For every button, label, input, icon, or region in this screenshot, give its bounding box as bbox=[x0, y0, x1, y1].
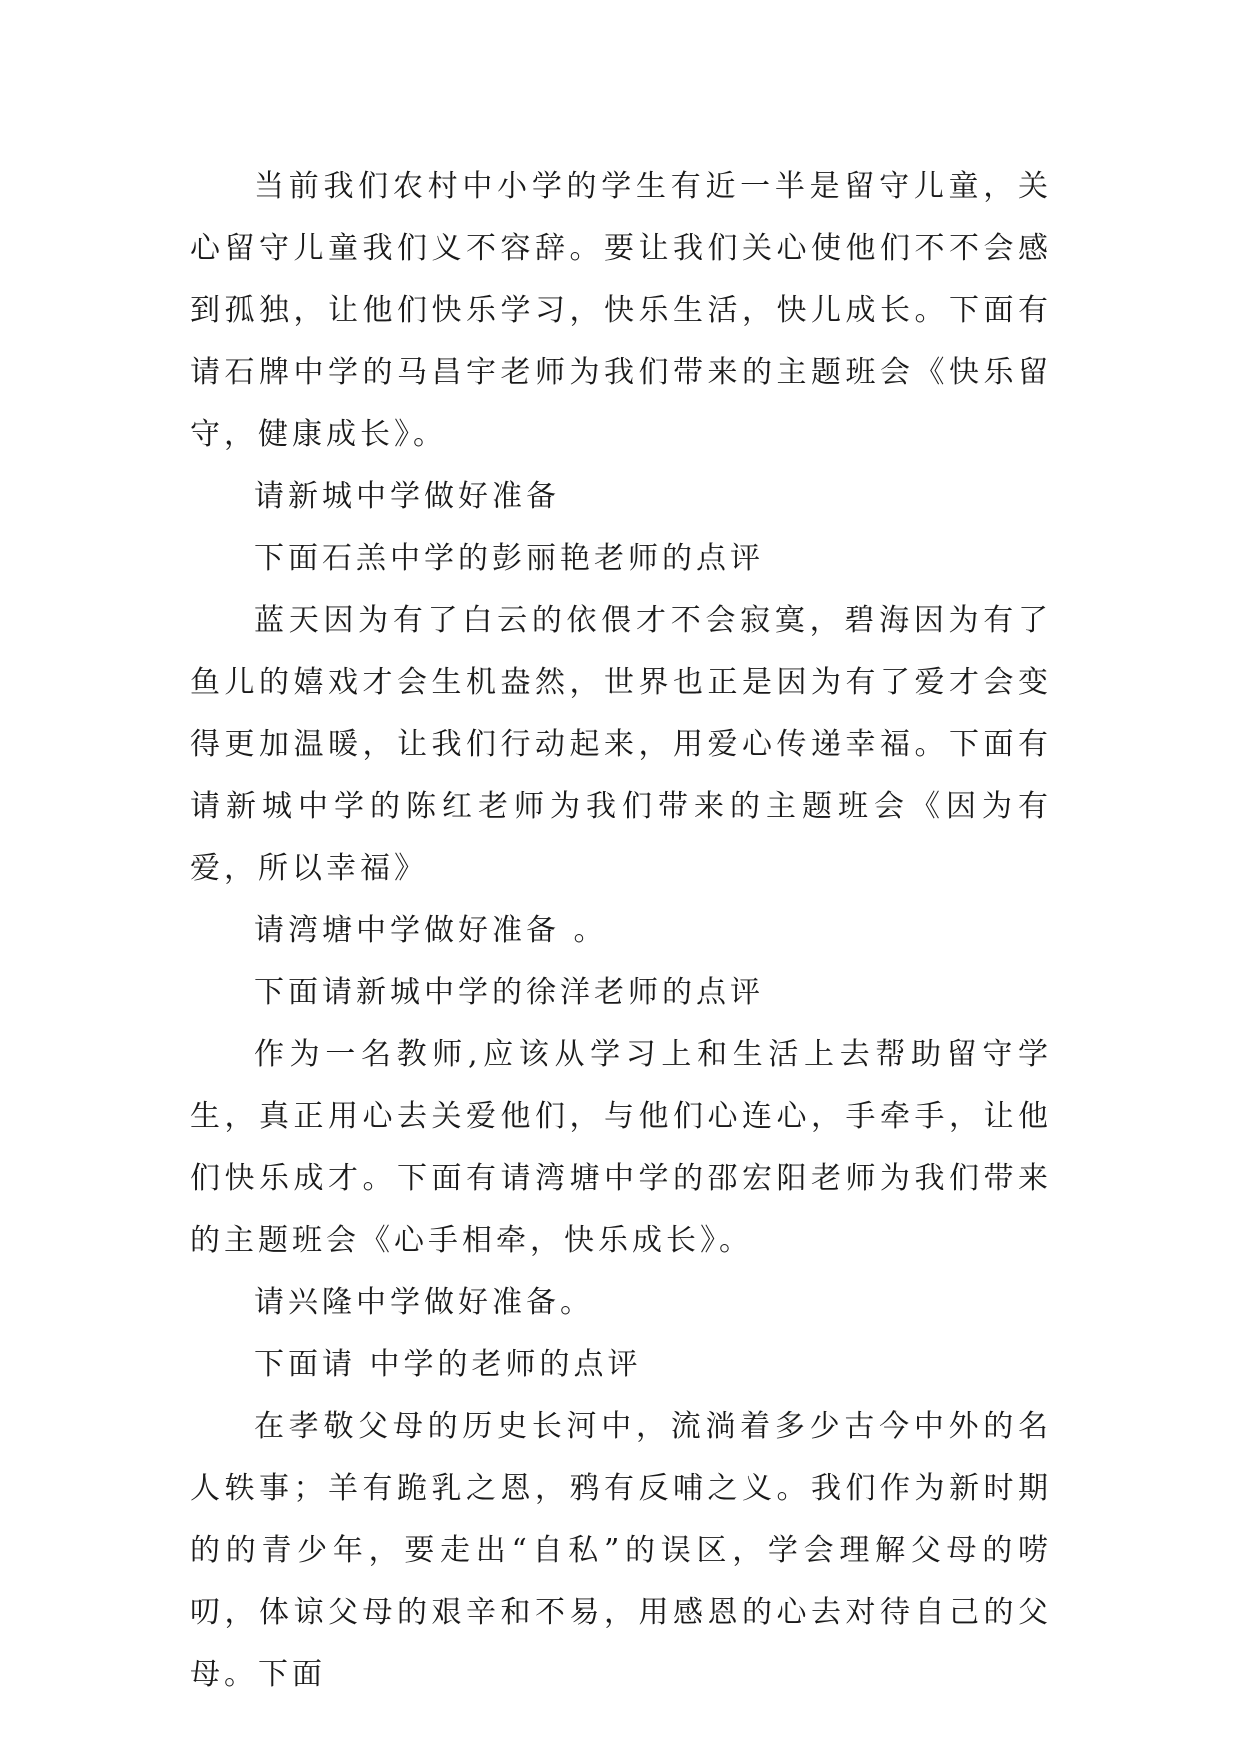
paragraph-comment-xincheng: 下面请新城中学的徐洋老师的点评 bbox=[254, 975, 764, 1010]
document-body bbox=[190, 156, 1052, 1706]
paragraph-filial-piety: 在孝敬父母的历史长河中，流淌着多少古今中外的名人轶事；羊有跪乳之恩，鸦有反哺之义。我们作为新时期的的青少年，要走出“自私”的误区，学会理解父母的唠叨，体谅父母的艰辛和不易，用感恩的心去对待自己的父母。下面 bbox=[190, 1409, 1052, 1692]
paragraph-prepare-xincheng: 请新城中学做好准备 bbox=[254, 479, 560, 514]
paragraph-comment-blank: 下面请 中学的老师的点评 bbox=[254, 1347, 642, 1382]
paragraph-comment-shigao: 下面石羔中学的彭丽艳老师的点评 bbox=[254, 541, 764, 576]
paragraph-blue-sky: 蓝天因为有了白云的依偎才不会寂寞，碧海因为有了鱼儿的嬉戏才会生机盎然，世界也正是因为有了爱才会变得更加温暖，让我们行动起来，用爱心传递幸福。下面有请新城中学的陈红老师为我们带来的主题班会《因为有爱，所以幸福》 bbox=[190, 603, 1052, 886]
paragraph-intro-left-behind-children: 当前我们农村中小学的学生有近一半是留守儿童，关心留守儿童我们义不容辞。要让我们关心使他们不不会感到孤独，让他们快乐学习，快乐生活，快儿成长。下面有请石牌中学的马昌宇老师为我们带来的主题班会《快乐留守，健康成长》。 bbox=[190, 169, 1052, 452]
paragraph-prepare-xinglong: 请兴隆中学做好准备。 bbox=[254, 1285, 594, 1320]
paragraph-prepare-wantang: 请湾塘中学做好准备 。 bbox=[254, 913, 608, 948]
paragraph-as-a-teacher: 作为一名教师,应该从学习上和生活上去帮助留守学生，真正用心去关爱他们，与他们心连心，手牵手，让他们快乐成才。下面有请湾塘中学的邵宏阳老师为我们带来的主题班会《心手相牵，快乐成长》。 bbox=[190, 1037, 1052, 1258]
